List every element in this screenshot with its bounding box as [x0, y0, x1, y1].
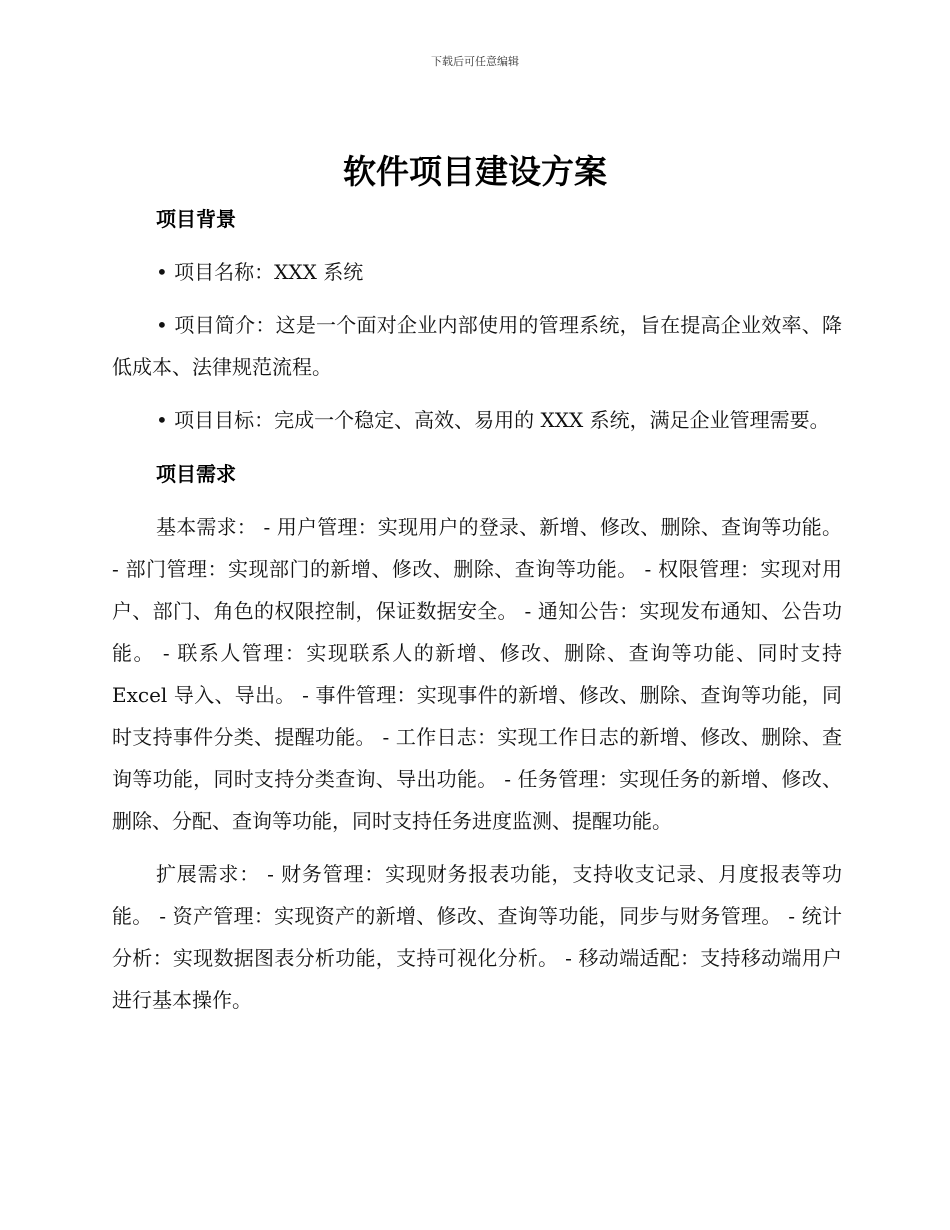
- paragraph-extended-requirements: 扩展需求： - 财务管理：实现财务报表功能，支持收支记录、月度报表等功能。 - 资产管理：实现资产的新增、修改、查询等功能，同步与财务管理。 - 统计分析：实现数据图表分析功能，支持可视化分析。 - 移动端适配：支持移动端用户进行基本操作。: [112, 862, 842, 1012]
- header-note: 下载后可任意编辑: [431, 55, 519, 68]
- section-heading: 项目需求: [156, 462, 236, 486]
- document-body: [112, 198, 842, 1021]
- paragraph-project-goal: • 项目目标：完成一个稳定、高效、易用的 XXX 系统，满足企业管理需要。: [156, 408, 830, 432]
- paragraph-basic-requirements: 基本需求： - 用户管理：实现用户的登录、新增、修改、删除、查询等功能。 - 部门管理：实现部门的新增、修改、删除、查询等功能。 - 权限管理：实现对用户、部门、角色的权限控制，保证数据安全。 - 通知公告：实现发布通知、公告功能。 - 联系人管理：实现联系人的新增、修改、删除、查询等功能、同时支持 Excel 导入、导出。 - 事件管理：实现事件的新增、修改、删除、查询等功能，同时支持事件分类、提醒功能。 - 工作日志：实现工作日志的新增、修改、删除、查询等功能，同时支持分类查询、导出功能。 - 任务管理：实现任务的新增、修改、删除、分配、查询等功能，同时支持任务进度监测、提醒功能。: [112, 515, 842, 833]
- section-project-requirements: [112, 453, 842, 1021]
- section-heading: 项目背景: [156, 207, 236, 231]
- document-title: 软件项目建设方案: [343, 152, 607, 191]
- paragraph-project-intro: • 项目简介：这是一个面对企业内部使用的管理系统，旨在提高企业效率、降低成本、法律规范流程。: [112, 313, 842, 379]
- section-project-background: [112, 198, 842, 441]
- paragraph-project-name: • 项目名称：XXX 系统: [156, 260, 364, 284]
